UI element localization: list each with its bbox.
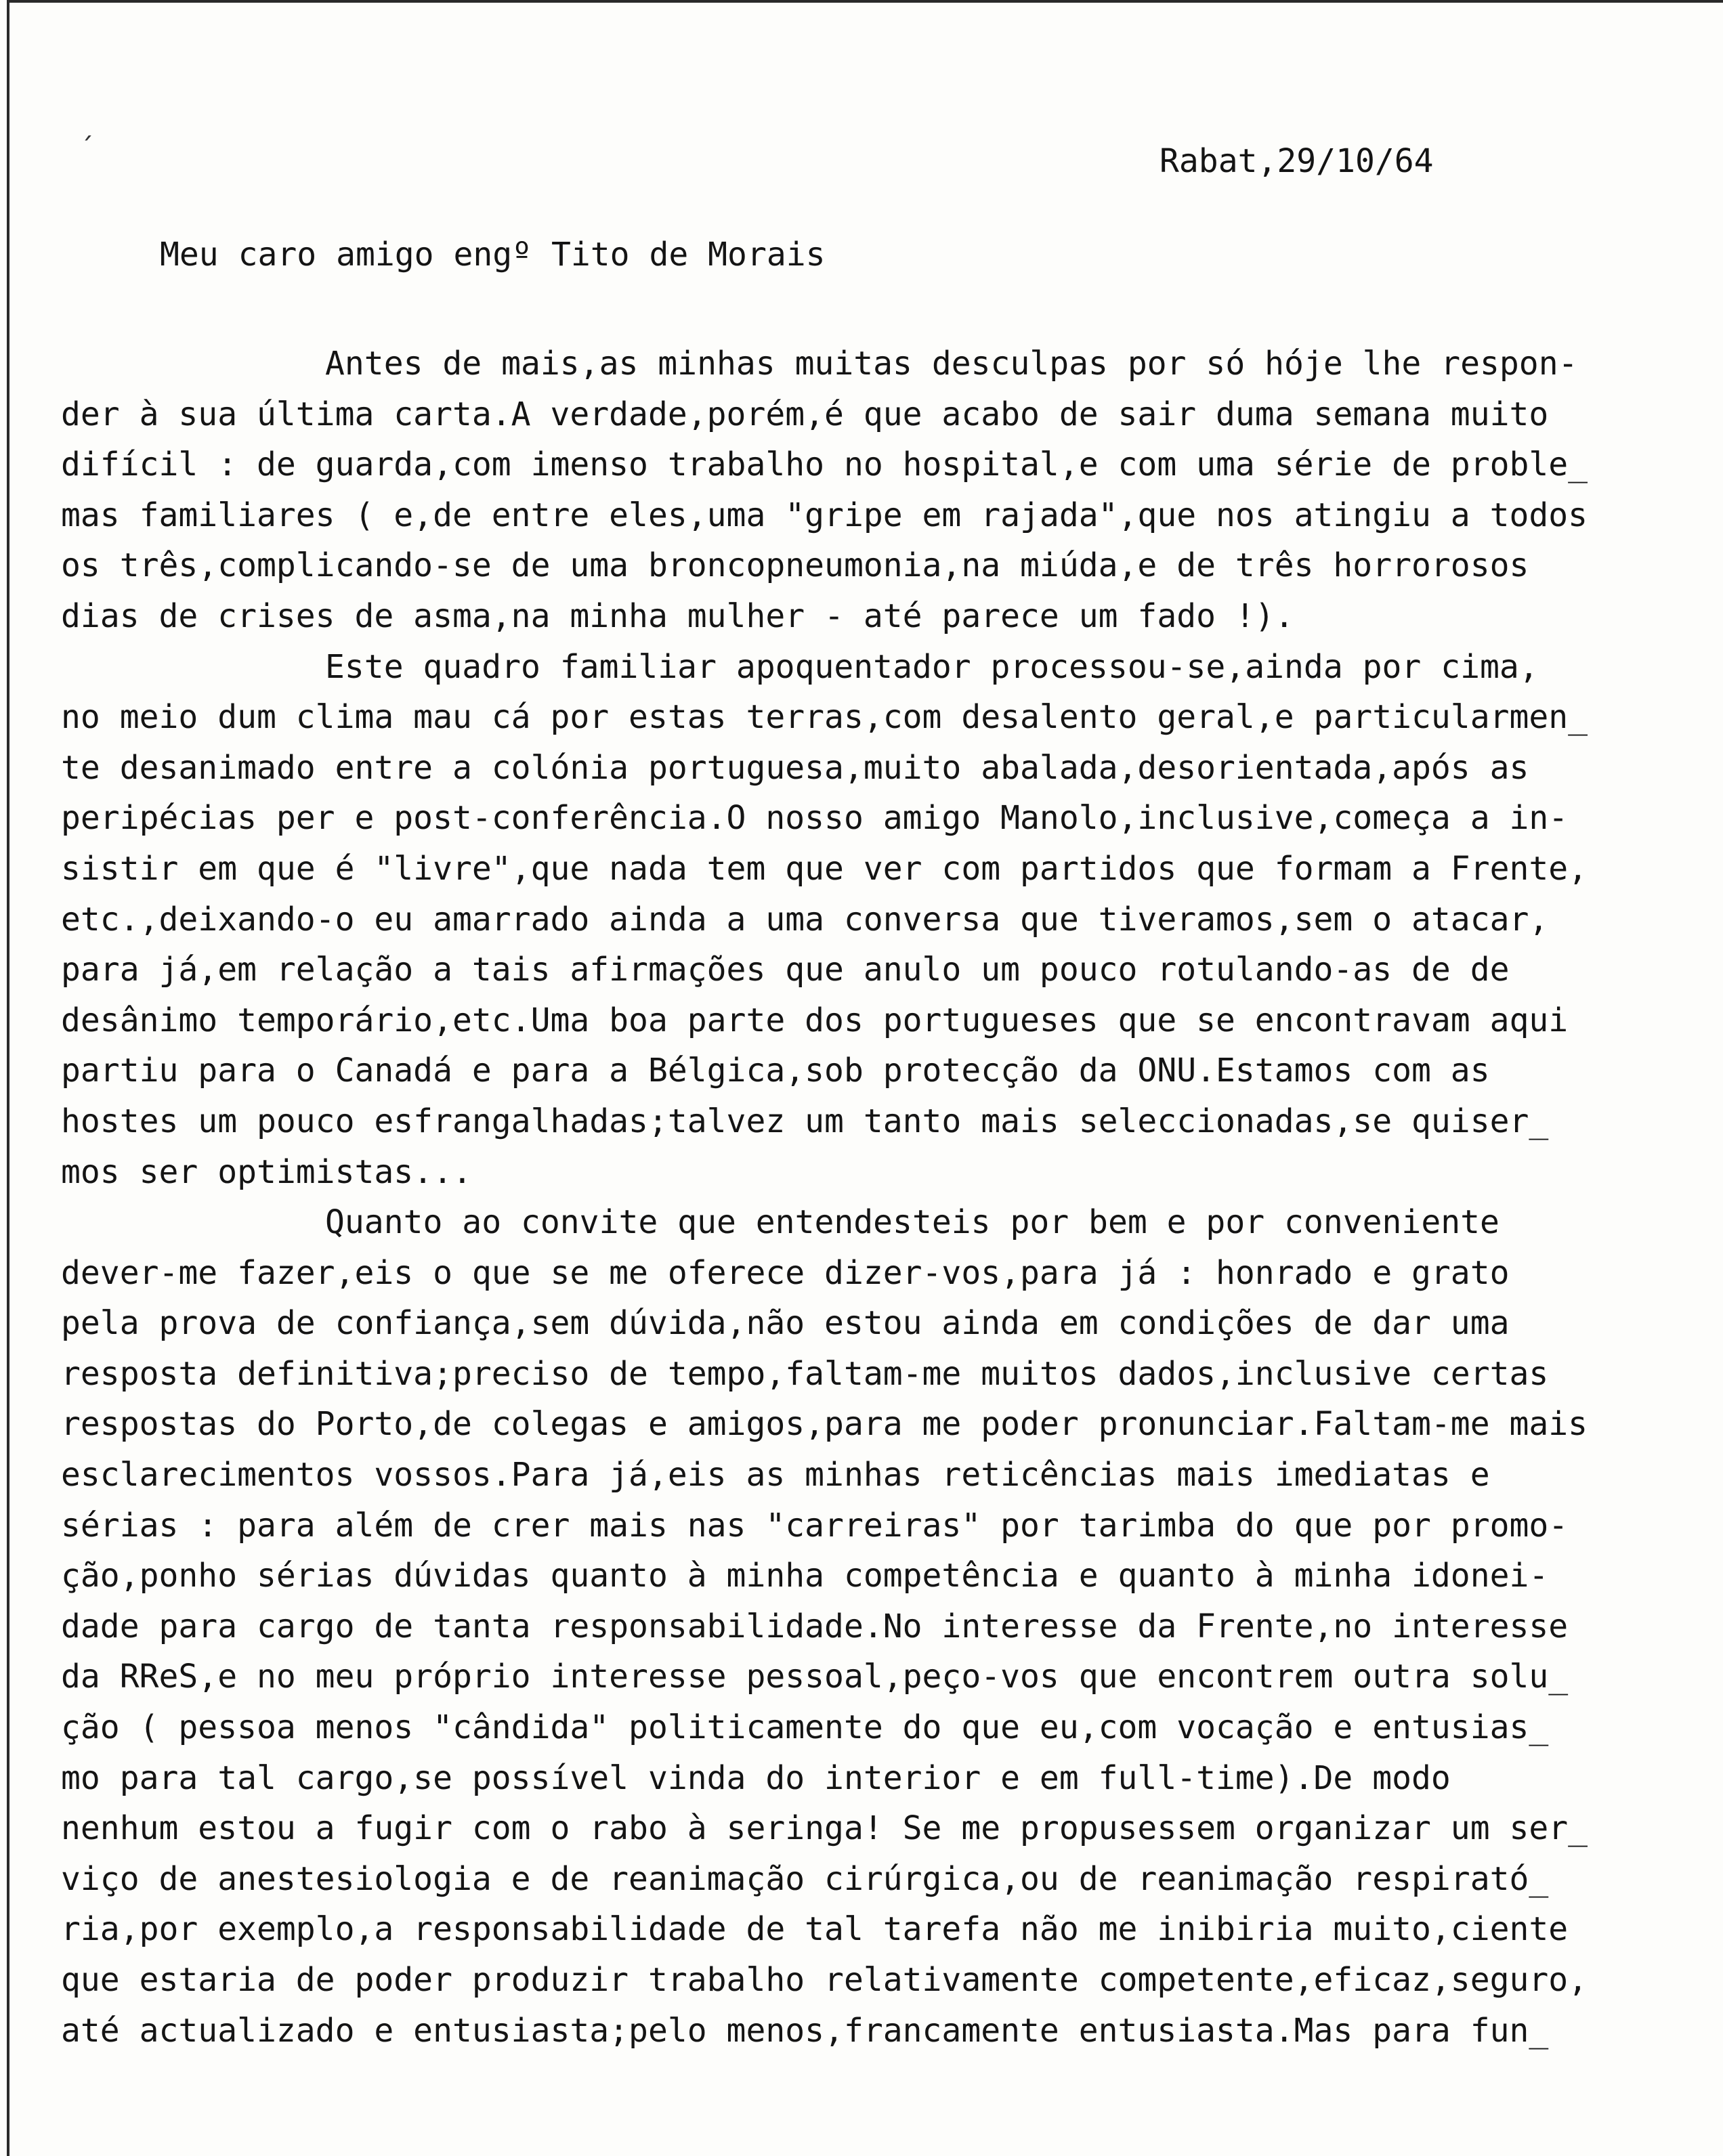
- letter-line: mo para tal cargo,se possível vinda do interior e em full-time).De modo: [61, 1759, 1451, 1797]
- letter-line: Antes de mais,as minhas muitas desculpas por só hóje lhe respon-: [325, 345, 1578, 383]
- letter-line: ção,ponho sérias dúvidas quanto à minha competência e quanto à minha idonei-: [61, 1557, 1549, 1595]
- letter-line: partiu para o Canadá e para a Bélgica,sob protecção da ONU.Estamos com as: [61, 1052, 1490, 1090]
- letter-line: pela prova de confiança,sem dúvida,não estou ainda em condições de dar uma: [61, 1304, 1510, 1343]
- letter-line: dade para cargo de tanta responsabilidade.No interesse da Frente,no interesse: [61, 1607, 1569, 1645]
- letter-line: te desanimado entre a colónia portuguesa,muito abalada,desorientada,após as: [61, 748, 1529, 787]
- letter-date: Rabat,29/10/64: [1160, 142, 1434, 180]
- letter-line: os três,complicando-se de uma broncopneumonia,na miúda,e de três horrorosos: [61, 546, 1529, 585]
- letter-line: desânimo temporário,etc.Uma boa parte dos portugueses que se encontravam aqui: [61, 1001, 1569, 1039]
- letter-line: nenhum estou a fugir com o rabo à seringa! Se me propusessem organizar um ser_: [61, 1809, 1588, 1848]
- letter-line: Quanto ao convite que entendesteis por bem e por conveniente: [325, 1203, 1499, 1242]
- letter-line: resposta definitiva;preciso de tempo,faltam-me muitos dados,inclusive certas: [61, 1354, 1549, 1393]
- letter-line: dever-me fazer,eis o que se me oferece dizer-vos,para já : honrado e grato: [61, 1253, 1510, 1292]
- letter-line: Este quadro familiar apoquentador processou-se,ainda por cima,: [325, 647, 1539, 686]
- letter-line: difícil : de guarda,com imenso trabalho no hospital,e com uma série de proble_: [61, 446, 1588, 484]
- page-edge-left: [7, 0, 9, 2156]
- letter-line: mos ser optimistas...: [61, 1152, 472, 1191]
- letter-line: esclarecimentos vossos.Para já,eis as minhas reticências mais imediatas e: [61, 1456, 1490, 1494]
- letter-line: ção ( pessoa menos "cândida" politicamente do que eu,com vocação e entusias_: [61, 1708, 1549, 1747]
- letter-line: mas familiares ( e,de entre eles,uma "gripe em rajada",que nos atingiu a todos: [61, 496, 1588, 534]
- letter-salutation: Meu caro amigo engº Tito de Morais: [160, 236, 826, 274]
- letter-line: para já,em relação a tais afirmações que anulo um pouco rotulando-as de de: [61, 951, 1510, 989]
- letter-line: respostas do Porto,de colegas e amigos,para me poder pronunciar.Faltam-me mais: [61, 1405, 1588, 1444]
- letter-line: der à sua última carta.A verdade,porém,é que acabo de sair duma semana muito: [61, 395, 1549, 433]
- letter-line: viço de anestesiologia e de reanimação cirúrgica,ou de reanimação respirató_: [61, 1859, 1549, 1898]
- letter-line: ria,por exemplo,a responsabilidade de tal tarefa não me inibiria muito,ciente: [61, 1910, 1569, 1949]
- letter-line: etc.,deixando-o eu amarrado ainda a uma conversa que tiveramos,sem o atacar,: [61, 900, 1549, 939]
- letter-line: peripécias per e post-conferência.O nosso amigo Manolo,inclusive,começa a in-: [61, 799, 1569, 838]
- letter-line: que estaria de poder produzir trabalho relativamente competente,eficaz,seguro,: [61, 1961, 1588, 1999]
- letter-line: até actualizado e entusiasta;pelo menos,francamente entusiasta.Mas para fun_: [61, 2011, 1549, 2050]
- page-edge-top: [7, 0, 1723, 3]
- letter-line: dias de crises de asma,na minha mulher - até parece um fado !).: [61, 597, 1294, 635]
- letter-line: hostes um pouco esfrangalhadas;talvez um tanto mais seleccionadas,se quiser_: [61, 1102, 1549, 1140]
- letter-line: no meio dum clima mau cá por estas terras,com desalento geral,e particularmen_: [61, 698, 1588, 737]
- letter-body: [61, 339, 1700, 2056]
- letter-line: sérias : para além de crer mais nas "carreiras" por tarimba do que por promo-: [61, 1506, 1569, 1545]
- letter-line: sistir em que é "livre",que nada tem que ver com partidos que formam a Frente,: [61, 849, 1588, 888]
- letter-line: da RReS,e no meu próprio interesse pessoal,peço-vos que encontrem outra solu_: [61, 1658, 1569, 1696]
- stray-pen-mark: ˏ: [80, 108, 97, 139]
